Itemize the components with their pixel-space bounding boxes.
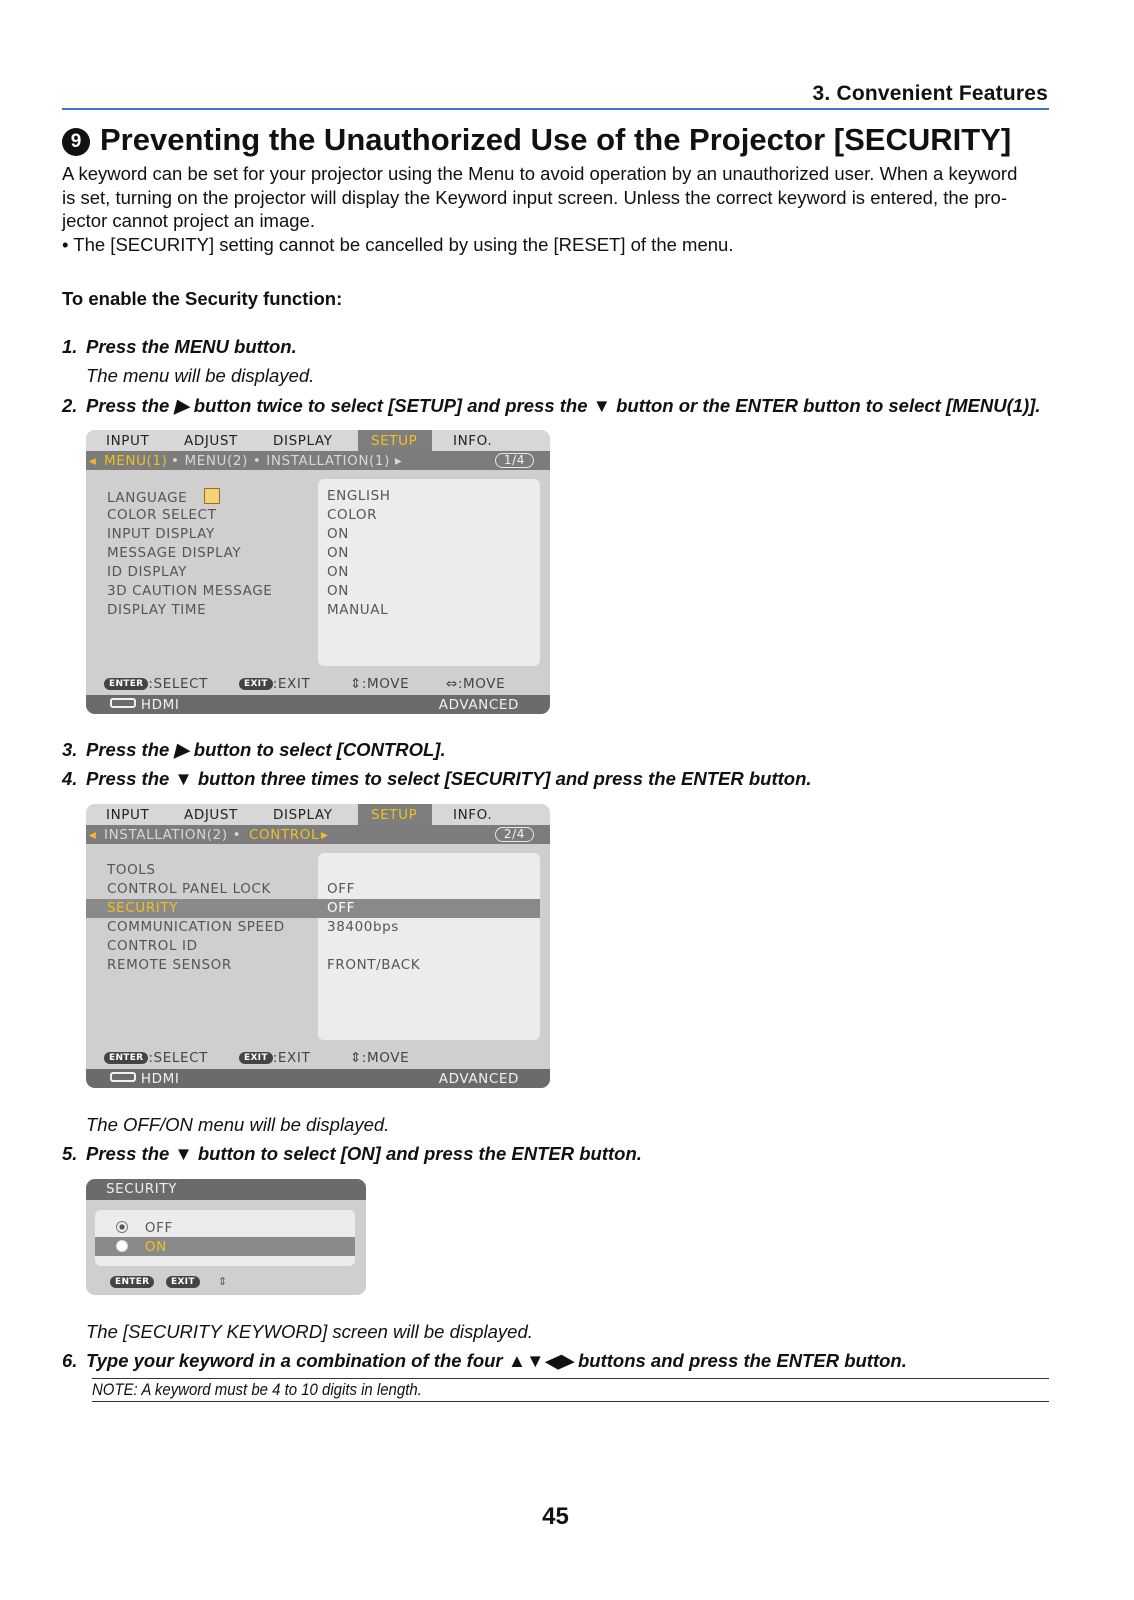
menu-row-label[interactable]: LANGUAGE <box>107 488 220 506</box>
hdmi-icon <box>110 698 136 708</box>
menu-row-value: ON <box>327 564 349 580</box>
footer-exit: :EXIT <box>272 676 311 692</box>
step-text: Type your keyword in a combination of the four ▲▼◀▶ buttons and press the ENTER button. <box>86 1350 907 1371</box>
section-number-badge: 9 <box>62 128 90 156</box>
option-on-selected[interactable] <box>116 1239 167 1255</box>
status-source: HDMI <box>140 697 180 713</box>
menu-tab-bar <box>86 804 550 825</box>
left-arrow-icon[interactable]: ◂ <box>89 827 97 843</box>
tab-input[interactable]: INPUT <box>106 807 150 823</box>
menu-row-label[interactable]: COLOR SELECT <box>107 507 217 523</box>
menu-row-label[interactable]: DISPLAY TIME <box>107 602 207 618</box>
step-number: 5. <box>62 1143 78 1164</box>
tab-setup[interactable]: SETUP <box>358 804 432 825</box>
menu-row-value: 38400bps <box>327 919 399 935</box>
subheading: To enable the Security function: <box>62 288 343 309</box>
step-1 <box>62 336 297 358</box>
option-off[interactable] <box>116 1220 173 1236</box>
step-5-result: The [SECURITY KEYWORD] screen will be displayed. <box>86 1321 533 1342</box>
enter-key-icon: ENTER <box>104 678 148 690</box>
language-icon <box>204 488 220 504</box>
menu-row-value: ON <box>327 583 349 599</box>
option-label: OFF <box>144 1220 173 1236</box>
exit-key-icon: EXIT <box>239 1052 273 1064</box>
footer-move-horizontal: ⇔:MOVE <box>446 676 506 692</box>
page-indicator: 1/4 <box>495 453 534 468</box>
security-dialog-screenshot <box>86 1179 366 1295</box>
move-icon: ⇕ <box>218 1275 228 1288</box>
step-number: 4. <box>62 768 78 789</box>
intro-line: jector cannot project an image. <box>62 210 315 231</box>
tab-info[interactable]: INFO. <box>453 807 493 823</box>
page-title <box>62 122 1011 158</box>
menu-row-value: OFF <box>327 900 355 916</box>
menu-row-label[interactable]: ID DISPLAY <box>107 564 188 580</box>
footer-select: :SELECT <box>148 1050 208 1066</box>
menu-row-value: COLOR <box>327 507 378 523</box>
exit-key-icon: EXIT <box>239 678 273 690</box>
dialog-title-bar <box>86 1179 366 1200</box>
setup-menu1-screenshot <box>86 430 550 714</box>
step-number: 3. <box>62 739 78 760</box>
menu-row-value: ON <box>327 545 349 561</box>
radio-empty-icon <box>116 1240 128 1252</box>
right-arrow-icon[interactable]: ▸ <box>321 827 329 843</box>
step-5 <box>62 1143 642 1165</box>
step-text: Press the ▶ button to select [CONTROL]. <box>86 739 446 760</box>
step-text: Press the ▼ button three times to select [SECURITY] and press the ENTER button. <box>86 768 812 789</box>
menu-row-label[interactable]: TOOLS <box>107 862 156 878</box>
step-3 <box>62 739 446 761</box>
header-rule <box>62 108 1049 110</box>
step-text: Press the MENU button. <box>86 336 297 357</box>
page-number: 45 <box>542 1503 569 1530</box>
menu-row-label[interactable]: CONTROL ID <box>107 938 198 954</box>
menu-row-value: OFF <box>327 881 355 897</box>
hdmi-icon <box>110 1072 136 1082</box>
status-source: HDMI <box>140 1071 180 1087</box>
enter-key-icon: ENTER <box>104 1052 148 1064</box>
menu-row-value: ON <box>327 526 349 542</box>
footer-select: :SELECT <box>148 676 208 692</box>
step-text: Press the ▶ button twice to select [SETUP] and press the ▼ button or the ENTER button to select [MENU(1)]. <box>86 395 1041 416</box>
note-text: NOTE: A keyword must be 4 to 10 digits in length. <box>92 1380 422 1399</box>
status-mode: ADVANCED <box>438 697 519 713</box>
tab-adjust[interactable]: ADJUST <box>184 807 238 823</box>
step-text: Press the ▼ button to select [ON] and press the ENTER button. <box>86 1143 642 1164</box>
submenu-other[interactable]: INSTALLATION(2) • <box>104 827 242 843</box>
title-text: Preventing the Unauthorized Use of the Projector [SECURITY] <box>100 122 1012 157</box>
tab-setup[interactable]: SETUP <box>358 430 432 451</box>
step-4 <box>62 768 812 790</box>
page-indicator: 2/4 <box>495 827 534 842</box>
submenu-selected[interactable]: CONTROL <box>249 827 320 843</box>
tab-display[interactable]: DISPLAY <box>273 807 333 823</box>
option-label: ON <box>144 1239 167 1255</box>
intro-line: is set, turning on the projector will display the Keyword input screen. Unless the correct keyword is entered, the pro- <box>62 186 1007 208</box>
menu-row-label[interactable]: CONTROL PANEL LOCK <box>107 881 271 897</box>
tab-info[interactable]: INFO. <box>453 433 493 449</box>
footer-move-vertical: ⇕:MOVE <box>350 1050 410 1066</box>
menu-row-security-selected[interactable]: SECURITY <box>107 900 179 916</box>
menu-row-value: MANUAL <box>327 602 389 618</box>
menu-status-bar <box>86 695 550 714</box>
step-6 <box>62 1350 907 1372</box>
footer-exit: :EXIT <box>272 1050 311 1066</box>
menu-tab-bar <box>86 430 550 451</box>
submenu-bar <box>86 451 550 470</box>
intro-line: A keyword can be set for your projector using the Menu to avoid operation by an unauthorized user. When a keyword <box>62 163 1018 184</box>
step-number: 6. <box>62 1350 78 1371</box>
menu-row-label[interactable]: MESSAGE DISPLAY <box>107 545 242 561</box>
menu-status-bar <box>86 1069 550 1088</box>
menu-row-value: ENGLISH <box>327 488 391 504</box>
menu-row-label[interactable]: REMOTE SENSOR <box>107 957 232 973</box>
note-box <box>92 1378 1049 1402</box>
left-arrow-icon[interactable]: ◂ <box>89 453 97 469</box>
step-number: 2. <box>62 395 78 416</box>
submenu-others[interactable]: • MENU(2) • INSTALLATION(1) ▸ <box>171 453 403 469</box>
radio-filled-icon <box>116 1221 128 1233</box>
enter-key-icon: ENTER <box>110 1276 154 1288</box>
menu-row-label[interactable]: INPUT DISPLAY <box>107 526 215 542</box>
step-2 <box>62 395 1041 417</box>
footer-move-vertical: ⇕:MOVE <box>350 676 410 692</box>
submenu-selected[interactable]: MENU(1) <box>104 453 168 469</box>
step-number: 1. <box>62 336 78 357</box>
step-1-result: The menu will be displayed. <box>86 365 315 386</box>
intro-text <box>62 162 1052 256</box>
menu-row-label[interactable]: COMMUNICATION SPEED <box>107 919 285 935</box>
exit-key-icon: EXIT <box>166 1276 200 1288</box>
dialog-title: SECURITY <box>106 1181 178 1197</box>
setup-control-menu-screenshot <box>86 804 550 1088</box>
tab-input[interactable]: INPUT <box>106 433 150 449</box>
status-mode: ADVANCED <box>438 1071 519 1087</box>
menu-row-label[interactable]: 3D CAUTION MESSAGE <box>107 583 273 599</box>
step-4-result: The OFF/ON menu will be displayed. <box>86 1114 390 1135</box>
tab-display[interactable]: DISPLAY <box>273 433 333 449</box>
intro-bullet: • The [SECURITY] setting cannot be cancelled by using the [RESET] of the menu. <box>62 233 734 255</box>
submenu-bar <box>86 825 550 844</box>
tab-adjust[interactable]: ADJUST <box>184 433 238 449</box>
menu-row-value: FRONT/BACK <box>327 957 421 973</box>
chapter-heading: 3. Convenient Features <box>812 82 1048 105</box>
